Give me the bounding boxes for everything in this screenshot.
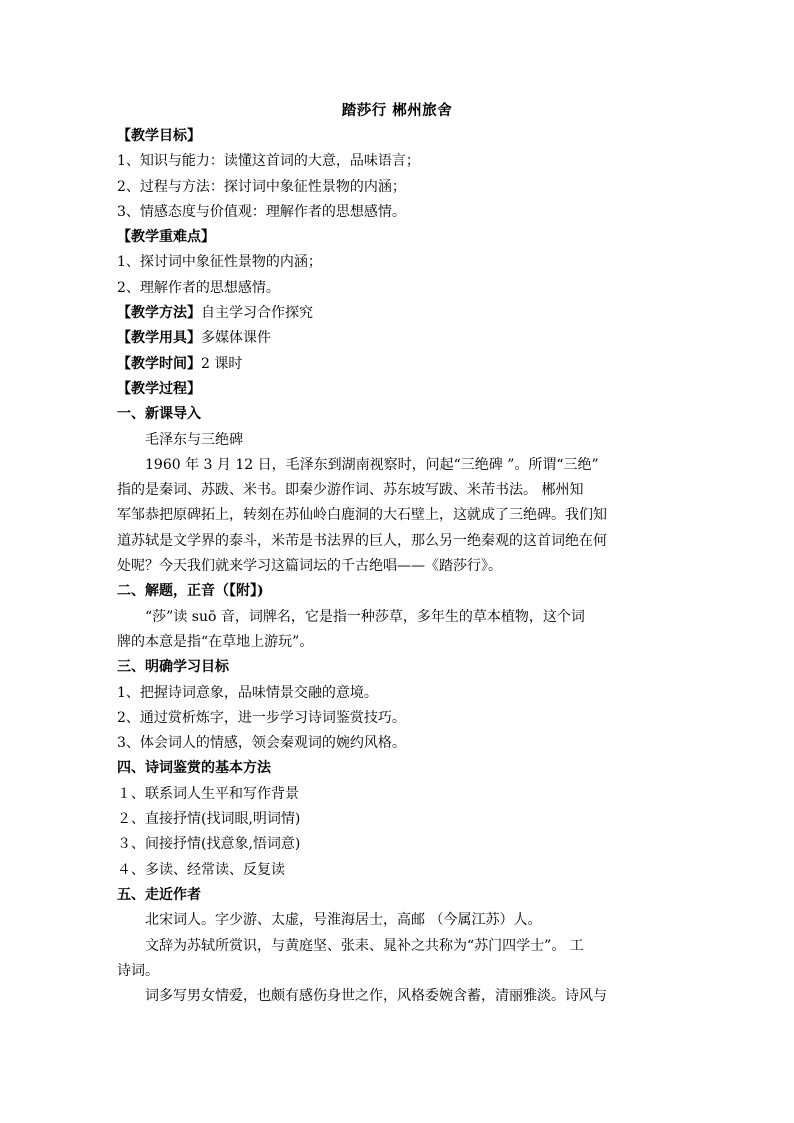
section-1-paragraph-line: 1960 年 3 月 12 日，毛泽东到湖南视察时，问起“三绝碑 ”。所谓“三绝” [145, 456, 599, 473]
key-point-1: 1、探讨词中象征性景物的内涵； [117, 254, 322, 271]
section-1-paragraph-line: 处呢？今天我们就来学习这篇词坛的千古绝唱——《踏莎行》。 [117, 558, 502, 575]
heading-teaching-process: 【教学过程】 [117, 380, 201, 397]
section-1-subtitle: 毛泽东与三绝碑 [145, 431, 243, 448]
goal-item-2: 2、过程与方法：探讨词中象征性景物的内涵； [117, 178, 406, 195]
heading-teaching-goals: 【教学目标】 [117, 128, 201, 144]
section-3-item-2: 2、通过赏析炼字，进一步学习诗词鉴赏技巧。 [117, 709, 406, 726]
section-2-heading: 二、解题，正音（【附】) [117, 583, 264, 600]
teaching-time-line [117, 352, 675, 377]
teaching-method-value: 自主学习合作探究 [201, 305, 313, 322]
section-2-paragraph-line: “莎”读 suō 音，词牌名，它是指一种莎草，多年生的草本植物，这个词 [145, 608, 585, 625]
teaching-method-line [117, 301, 675, 326]
section-1-heading: 一、新课导入 [117, 406, 201, 423]
key-point-2: 2、理解作者的思想感情。 [117, 279, 280, 296]
section-1-paragraph-line: 道苏轼是文学界的泰斗，米芾是书法界的巨人，那么另一绝秦观的这首词绝在何 [117, 532, 607, 549]
teaching-tools-line [117, 326, 675, 351]
document-title: 踏莎行 郴州旅舍 [341, 102, 453, 119]
heading-key-points: 【教学重难点】 [117, 229, 215, 246]
teaching-time-value: 2 课时 [201, 355, 243, 372]
section-3-heading: 三、明确学习目标 [117, 659, 229, 676]
section-3-item-1: 1、把握诗词意象，品味情景交融的意境。 [117, 684, 378, 701]
goal-item-1: 1、知识与能力：读懂这首词的大意，品味语言； [117, 153, 420, 170]
section-2-paragraph-line: 牌的本意是指“在草地上游玩”。 [117, 633, 314, 650]
section-4-item-1: １、联系词人生平和写作背景 [117, 785, 299, 802]
section-4-item-2: ２、直接抒情(找词眼,明词情) [117, 811, 301, 828]
section-4-heading: 四、诗词鉴赏的基本方法 [117, 760, 271, 777]
section-4-item-4: ４、多读、经常读、反复读 [117, 861, 285, 878]
section-1-paragraph-line: 军邹恭把原碑拓上，转刻在苏仙岭白鹿洞的大石壁上，这就成了三绝碑。我们知 [117, 507, 607, 524]
section-4-item-3: ３、间接抒情(找意象,悟词意) [117, 836, 301, 853]
document-body [117, 124, 675, 1009]
section-5-paragraph-line: 词多写男女情爱，也颇有感伤身世之作，风格委婉含蓄，清丽雅淡。诗风与 [145, 988, 607, 1005]
section-5-paragraph-line: 诗词。 [117, 962, 159, 979]
teaching-tools-value: 多媒体课件 [201, 330, 271, 347]
teaching-method-label: 【教学方法】 [117, 305, 201, 322]
teaching-time-label: 【教学时间】 [117, 355, 201, 372]
section-5-heading: 五、走近作者 [117, 886, 201, 903]
section-5-paragraph-line: 文辞为苏轼所赏识，与黄庭坚、张耒、晁补之共称为“苏门四学士”。 工 [145, 937, 584, 954]
section-3-item-3: 3、体会词人的情感，领会秦观词的婉约风格。 [117, 735, 406, 752]
goal-item-3: 3、情感态度与价值观：理解作者的思想感情。 [117, 203, 406, 220]
teaching-tools-label: 【教学用具】 [117, 330, 201, 347]
section-1-paragraph-line: 指的是秦词、苏跋、米书。即秦少游作词、苏东坡写跋、米芾书法。 郴州知 [117, 482, 584, 499]
section-5-paragraph-line: 北宋词人。字少游、太虚，号淮海居士，高邮 （今属江苏）人。 [145, 912, 542, 929]
